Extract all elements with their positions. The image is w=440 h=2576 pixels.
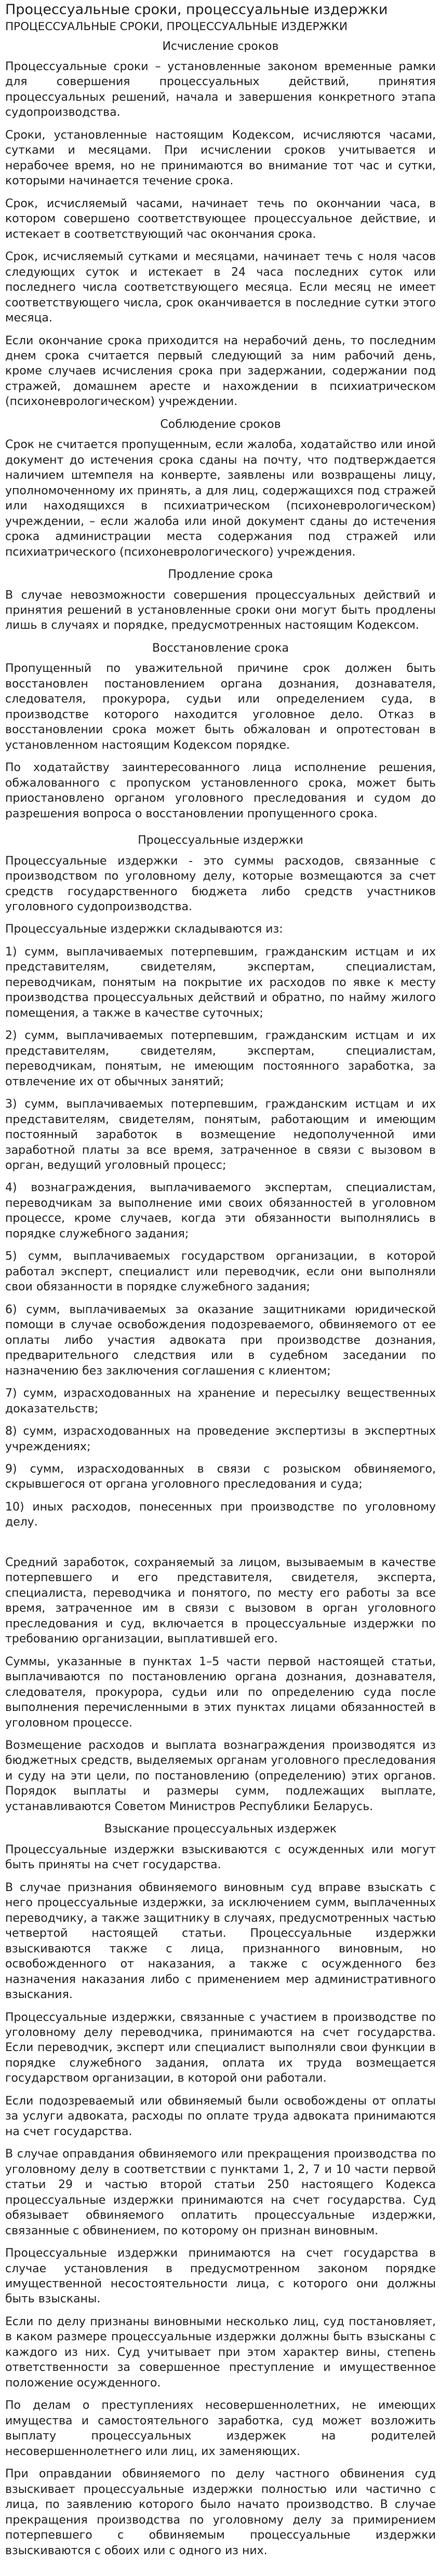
paragraph: Срок, исчисляемый часами, начинает течь по окончании часа, в котором совершено соответствующее процессуальное действие, и истекает в соответствующий час окончания срока. [5, 197, 436, 241]
section [5, 1822, 436, 2558]
paragraph: Суммы, указанные в пунктах 1–5 части первой настоящей статьи, выплачиваются по постановлению органа дознания, дознавателя, следователя, прокурора, судьи или по определению суда после выполнения перечисленными в этих пунктах лицами обязанностей в уголовном процессе. [5, 1655, 436, 1730]
section [5, 1537, 436, 1815]
paragraph: 5) сумм, выплачиваемых государством организации, в которой работал эксперт, специалист или переводчик, если они выполняли свои обязанности в порядке служебного задания; [5, 1250, 436, 1294]
paragraph: По ходатайству заинтересованного лица исполнение решения, обжалованного с пропуском установленного срока, может быть приостановлено органом уголовного преследования и судом до разрешения вопроса о восстановлении пропущенного срока. [5, 761, 436, 820]
paragraph: Процессуальные сроки – установленные законом временные рамки для совершения процессуальных действий, принятия процессуальных решений, начала и завершения конкретного этапа судопроизводства. [5, 60, 436, 119]
section-heading: Исчисление сроков [162, 39, 279, 53]
page-subtitle: ПРОЦЕССУАЛЬНЫЕ СРОКИ, ПРОЦЕССУАЛЬНЫЕ ИЗДЕРЖКИ [5, 20, 348, 33]
section-heading: Восстановление срока [152, 641, 289, 655]
paragraph: 7) сумм, израсходованных на хранение и пересылку вещественных доказательств; [5, 1387, 436, 1415]
paragraph: В случае оправдания обвиняемого или прекращения производства по уголовному делу в соответствии с пунктами 1, 2, 7 и 10 части первой статьи 29 и частью второй статьи 250 настоящего Кодекса процессуальные издержки принимаются на счет государства. Суд обязывает обвиняемого оплатить процессуальные издержки, связанные с обвинением, по которому он признан виновным. [5, 2148, 436, 2237]
paragraph: 2) сумм, выплачиваемых потерпевшим, гражданским истцам и их представителям, свидетелям, экспертам, специалистам, переводчикам, понятым, не имеющим постоянного заработка, за отвлечение их от обычных занятий; [5, 1029, 436, 1088]
paragraph: Срок не считается пропущенным, если жалоба, ходатайство или иной документ до истечения срока сданы на почту, что подтверждается наличием штемпеля на конверте, заявлены или возвращены лицу, уполномоченному их принять, а для лиц, содержащихся под стражей или находящихся в психиатрическом (психоневрологическом) учреждении, – если жалоба или иной документ сданы до истечения срока администрации места содержания под стражей или психиатрического (психоневрологического) учреждения. [5, 438, 436, 559]
paragraph: 6) сумм, выплачиваемых за оказание защитниками юридической помощи в случае освобождения подозреваемого, обвиняемого от ее оплаты либо участия адвоката при производстве дознания, предварительного следствия или в судебном заседании по назначению без заключения соглашения с клиентом; [5, 1303, 436, 1378]
paragraph: Срок, исчисляемый сутками и месяцами, начинает течь с ноля часов следующих суток и истекает в 24 часа последних суток или последнего числа соответствующего месяца. Если месяц не имеет соответствующего числа, срок оканчивается в последние сутки этого месяца. [5, 250, 436, 325]
paragraph: По делам о преступлениях несовершеннолетних, не имеющих имущества и самостоятельного заработка, суд может возложить выплату процессуальных издержек на родителей несовершеннолетнего или лиц, их заменяющих. [5, 2399, 436, 2458]
section [5, 39, 436, 410]
section [5, 641, 436, 821]
paragraph: При оправдании обвиняемого по делу частного обвинения суд взыскивает процессуальные издержки полностью или частично с лица, по заявлению которого было начато производство. В случае прекращения производства по уголовному делу за примирением потерпевшего с обвиняемым процессуальные издержки взыскиваются с обоих или с одного из них. [5, 2467, 436, 2557]
paragraph: Если по делу признаны виновными несколько лиц, суд постановляет, в каком размере процессуальные издержки должны быть взысканы с каждого из них. Суд учитывает при этом характер вины, степень ответственности за совершенное преступление и имущественное положение осужденного. [5, 2315, 436, 2390]
paragraph: 9) сумм, израсходованных в связи с розыском обвиняемого, скрывшегося от органа уголовного преследования и суда; [5, 1462, 436, 1491]
paragraph: Процессуальные издержки, связанные с участием в производстве по уголовному делу переводчика, принимаются на счет государства. Если переводчик, эксперт или специалист выполняли свои функции в порядке служебного задания, оплата их труда возмещается государством организации, в которой они работали. [5, 2011, 436, 2085]
page-title: Процессуальные сроки, процессуальные издержки [5, 2, 388, 18]
paragraph: Процессуальные издержки взыскиваются с осужденных или могут быть приняты на счет государства. [5, 1843, 436, 1872]
paragraph: Сроки, установленные настоящим Кодексом, исчисляются часами, сутками и месяцами. При исчислении сроков учитывается и нерабочее время, но не принимаются во внимание тот час и сутки, которыми начинается течение срока. [5, 128, 436, 188]
paragraph: 3) сумм, выплачиваемых потерпевшим, гражданским истцам и их представителям, свидетелям, понятым, работающим и имеющим постоянный заработок в возмещение недополученной ими заработной платы за все время, затраченное в связи с вызовом в орган, ведущий уголовный процесс; [5, 1098, 436, 1172]
section [5, 567, 436, 633]
paragraph: В случае невозможности совершения процессуальных действий и принятия решений в установленные сроки они могут быть продлены лишь в случаях и порядке, предусмотренных настоящим Кодексом. [5, 588, 436, 632]
section-heading: Продление срока [168, 568, 273, 582]
article-body [5, 39, 436, 2558]
section [5, 417, 436, 560]
section-heading: Взыскание процессуальных издержек [104, 1823, 337, 1836]
paragraph: Возмещение расходов и выплата вознаграждения производятся из бюджетных средств, выделяемых органам уголовного преследования и суду на эти цели, по постановлению (определению) этих органов. Порядок выплаты и размеры сумм, подлежащих выплате, устанавливаются Советом Министров Республики Беларусь. [5, 1739, 436, 1813]
paragraph: 8) сумм, израсходованных на проведение экспертизы в экспертных учреждениях; [5, 1425, 436, 1453]
paragraph: В случае признания обвиняемого виновным суд вправе взыскать с него процессуальные издержки, за исключением сумм, выплаченных переводчику, а также защитнику в случаях, предусмотренных частью четвертой настоящей статьи. Процессуальные издержки взыскиваются также с лица, признанного виновным, но освобожденного от наказания, а также с осужденного без назначения наказания либо с применением мер административного взыскания. [5, 1881, 436, 2002]
paragraph: 4) вознаграждения, выплачиваемого экспертам, специалистам, переводчикам за выполнение ими своих обязанностей в уголовном процессе, кроме случаев, когда эти обязанности выполнялись в порядке служебного задания; [5, 1181, 436, 1240]
paragraph: Если окончание срока приходится на нерабочий день, то последним днем срока считается первый следующий за ним рабочий день, кроме случаев исчисления срока при задержании, содержании под стражей, домашнем аресте и нахождении в психиатрическом (психоневрологическом) учреждении. [5, 334, 436, 409]
paragraph: Пропущенный по уважительной причине срок должен быть восстановлен постановлением органа дознания, дознавателя, следователя, прокурора, судьи или определением суда, в производстве которого находится уголовное дело. Отказ в восстановлении срока может быть обжалован и опротестован в установленном настоящим Кодексом порядке. [5, 662, 436, 752]
paragraph: Процессуальные издержки принимаются на счет государства в случае установления в предусмотренном законом порядке имущественной несостоятельности лица, с которого они должны быть взысканы. [5, 2247, 436, 2306]
paragraph: 1) сумм, выплачиваемых потерпевшим, гражданским истцам и их представителям, свидетелям, экспертам, специалистам, переводчикам, понятым на покрытие их расходов по явке к месту производства процессуальных действий и обратно, по найму жилого помещения, а также в качестве суточных; [5, 945, 436, 1020]
paragraph: Если подозреваемый или обвиняемый были освобождены от оплаты за услуги адвоката, расходы по оплате труда адвоката принимаются на счет государства. [5, 2094, 436, 2138]
section-heading: Соблюдение сроков [160, 417, 281, 431]
paragraph: Процессуальные издержки складываются из: [5, 923, 283, 936]
section-heading: Процессуальные издержки [138, 834, 303, 847]
section [5, 829, 436, 1530]
paragraph: Средний заработок, сохраняемый за лицом, вызываемым в качестве потерпевшего и его представителя, свидетеля, эксперта, специалиста, переводчика и понятого, по месту его работы за все время, затраченное им в связи с вызовом в орган уголовного преследования и суд, включается в процессуальные издержки по требованию организации, выплатившей его. [5, 1556, 436, 1646]
paragraph: 10) иных расходов, понесенных при производстве по уголовному делу. [5, 1500, 436, 1529]
paragraph: Процессуальные издержки - это суммы расходов, связанные с производством по уголовному делу, которые возмещаются за счет средств государственного бюджета либо средств участников уголовного судопроизводства. [5, 854, 436, 913]
